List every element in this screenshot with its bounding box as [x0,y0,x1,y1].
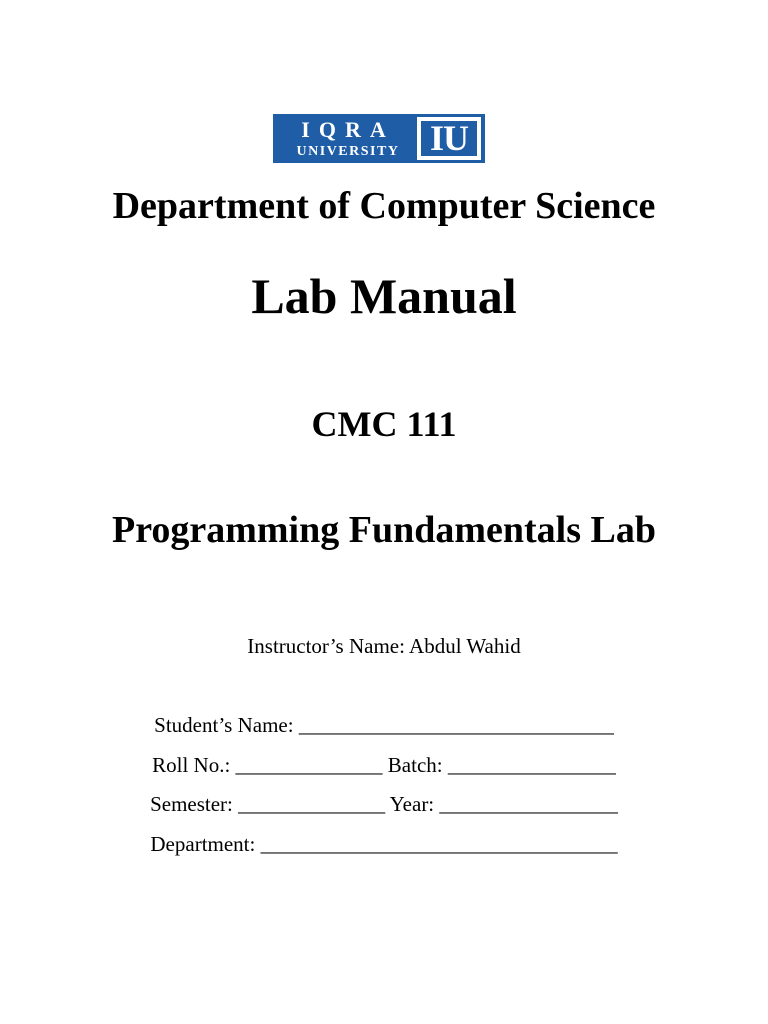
semester-year-field: Semester: ______________ Year: _________________ [150,792,618,816]
department-field: Department: __________________________________ [150,832,618,856]
logo-sub-text: UNIVERSITY [296,144,400,159]
logo-wordmark [281,114,415,163]
student-name-field: Student’s Name: ______________________________ [154,713,614,737]
department-title: Department of Computer Science [112,185,656,227]
document-title: Lab Manual [251,268,517,324]
logo-mark [417,117,481,160]
roll-batch-field: Roll No.: ______________ Batch: ________________ [152,753,616,777]
logo-main-text: IQRA [301,117,395,142]
course-code: CMC 111 [311,404,457,444]
instructor-name: Instructor’s Name: Abdul Wahid [247,634,521,658]
iqra-university-logo [273,114,485,163]
course-name: Programming Fundamentals Lab [111,509,656,551]
logo-mark-text: IU [421,121,477,156]
